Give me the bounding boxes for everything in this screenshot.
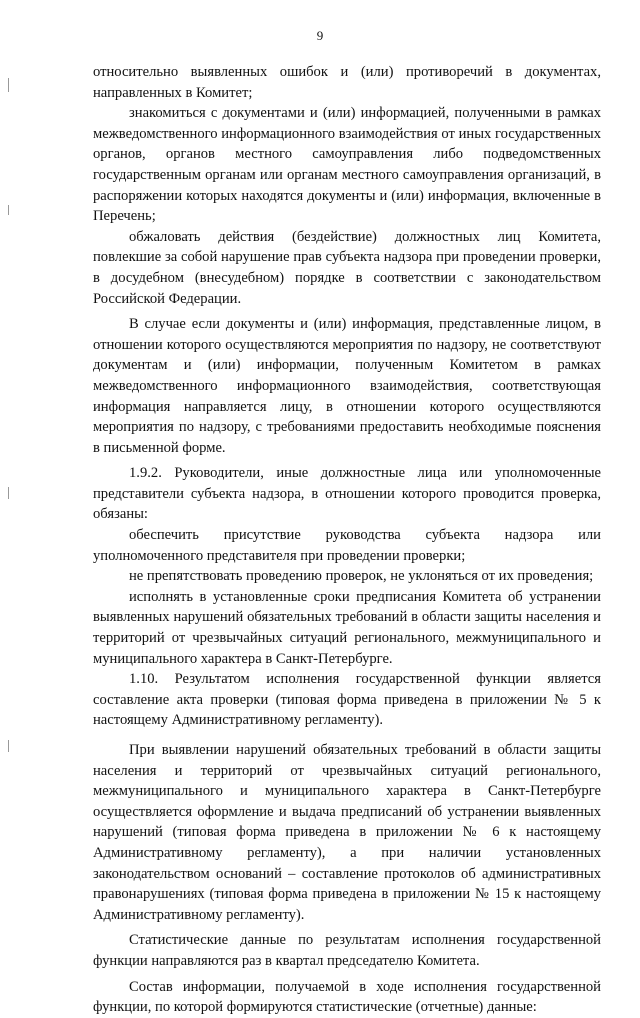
paragraph: обеспечить присутствие руководства субъекта надзора или уполномоченного представителя при проведении проверки; — [93, 527, 601, 564]
paragraph: 1.9.2. Руководители, иные должностные лица или уполномоченные представители субъекта надзора, в отношении которого проводится проверка, обязаны: — [93, 465, 601, 523]
paragraph: знакомиться с документами и (или) информацией, полученными в рамках межведомственного информационного взаимодействия от иных государственных органов, органов местного самоуправления либо подведомственных государственным органам или органам местного самоуправления организаций, в распоряжении которых находятся документы и (или) информация, включенные в Перечень; — [93, 105, 601, 225]
page-number: 9 — [316, 28, 324, 43]
paragraph: 1.10. Результатом исполнения государственной функции является составление акта проверки (типовая форма приведена в приложении № 5 к настоящему Административному регламенту). — [93, 671, 601, 729]
scan-edge-mark — [8, 487, 9, 499]
scan-edge-mark — [8, 78, 9, 92]
paragraph: не препятствовать проведению проверок, не уклоняться от их проведения; — [129, 568, 594, 585]
paragraph: При выявлении нарушений обязательных требований в области защиты населения и территорий от чрезвычайных ситуаций регионального, межмуниципального и муниципального характера в Санкт-Петербурге осуществляется оформление и выдача предписаний об устранении выявленных нарушений (типовая форма приведена в приложении № 6 к настоящему Административному регламенту), а при наличии установленных законодательством оснований – составление протоколов об административных правонарушениях (типовая форма приведена в приложении № 15 к настоящему Административному регламенту). — [93, 742, 601, 923]
scan-edge-mark — [8, 740, 9, 752]
paragraph: Статистические данные по результатам исполнения государственной функции направляются раз в квартал председателю Комитета. — [93, 932, 601, 969]
paragraph: относительно выявленных ошибок и (или) противоречий в документах, направленных в Комитет; — [93, 64, 601, 101]
scan-edge-mark — [8, 205, 9, 215]
paragraph: Состав информации, получаемой в ходе исполнения государственной функции, по которой формируются статистические (отчетные) данные: — [93, 978, 601, 1016]
paragraph: исполнять в установленные сроки предписания Комитета об устранении выявленных нарушений обязательных требований в области защиты населения и территорий от чрезвычайных ситуаций регионального, межмуниципального и муниципального характера в Санкт-Петербурге. — [93, 588, 601, 667]
paragraph: обжаловать действия (бездействие) должностных лиц Комитета, повлекшие за собой нарушение прав субъекта надзора при проведении проверки, в досудебном (внесудебном) порядке в соответствии с законодательством Российской Федерации. — [93, 228, 601, 307]
paragraph: В случае если документы и (или) информация, представленные лицом, в отношении которого осуществляются мероприятия по надзору, не соответствуют документам и (или) информации, полученным Комитетом в рамках межведомственного информационного взаимодействия, соответствующая информация направляется лицу, в отношении которого осуществляются мероприятия по надзору, с требованиями предоставить необходимые пояснения в письменной форме. — [93, 316, 601, 456]
document-body — [93, 62, 601, 1018]
